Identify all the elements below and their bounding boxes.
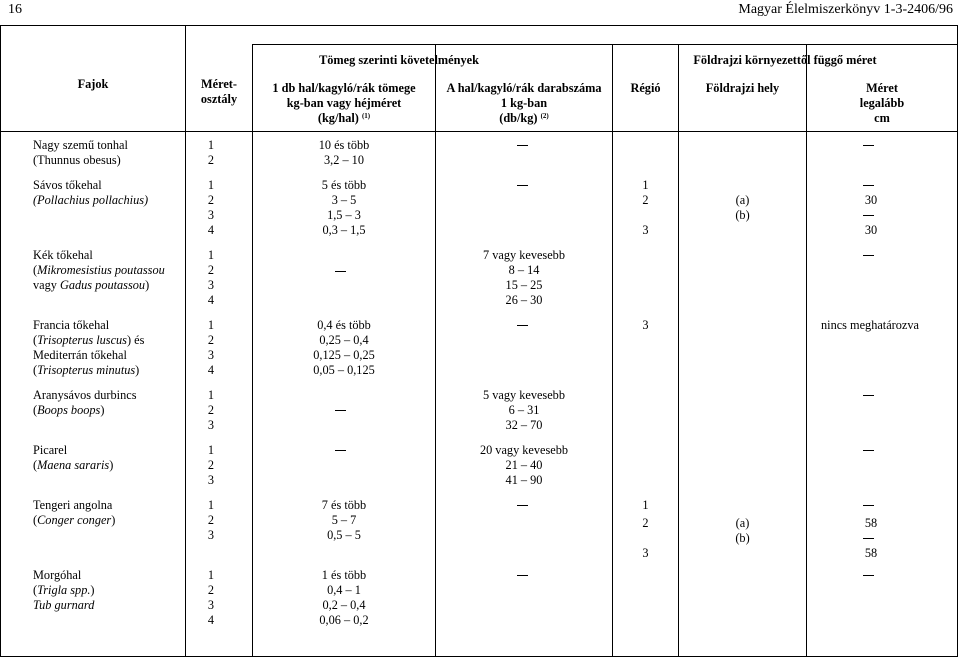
size-class: 1 — [207, 318, 215, 332]
weight-value: 1,5 – 3 — [327, 208, 361, 222]
header-region: Régió — [630, 81, 661, 95]
species-latin: vagy Gadus poutassou) — [33, 278, 150, 292]
weight-value: 1 és több — [321, 568, 367, 582]
empty-dash — [863, 185, 874, 186]
geo-place-value: (a) — [735, 516, 750, 530]
weight-value: 10 és több — [318, 138, 370, 152]
weight-value: 0,2 – 0,4 — [322, 598, 366, 612]
size-class: 2 — [207, 458, 215, 472]
size-class: 1 — [207, 178, 215, 192]
weight-value: 0,4 és több — [317, 318, 371, 332]
header-bottom-rule — [1, 131, 957, 132]
weight-value: 0,06 – 0,2 — [319, 613, 369, 627]
size-class: 3 — [207, 528, 215, 542]
header-min-size-3: cm — [874, 111, 890, 125]
header-unit-weight-3: (kg/hal) $^{(1)}$ — [317, 111, 371, 125]
species-latin: (Mikromesistius poutassou — [33, 263, 165, 277]
min-size-value: 58 — [864, 516, 878, 530]
species-name: Tengeri angolna — [33, 498, 113, 512]
header-min-size-1: Méret — [866, 81, 898, 95]
header-size-class-2: osztály — [200, 92, 238, 106]
weight-value: 0,3 – 1,5 — [322, 223, 366, 237]
col-divider — [678, 44, 679, 656]
empty-dash — [863, 215, 874, 216]
count-value: 26 – 30 — [505, 293, 543, 307]
region-value: 2 — [642, 516, 649, 530]
header-count-1: A hal/kagyló/rák darabszáma — [446, 81, 602, 95]
weight-value: 0,5 – 5 — [327, 528, 361, 542]
region-value: 3 — [642, 546, 649, 560]
count-value: 5 vagy kevesebb — [483, 388, 565, 402]
size-class: 2 — [207, 513, 215, 527]
species-name: Mediterrán tőkehal — [33, 348, 127, 362]
count-value: 15 – 25 — [505, 278, 543, 292]
size-class: 1 — [207, 388, 215, 402]
header-weight-requirements: Tömeg szerinti követelmények — [319, 53, 479, 67]
size-class: 1 — [207, 498, 215, 512]
size-class: 3 — [207, 208, 215, 222]
geo-place-value: (b) — [735, 208, 750, 222]
header-geo-place: Földrajzi hely — [705, 81, 780, 95]
standards-table — [0, 25, 958, 657]
count-value: 21 – 40 — [505, 458, 543, 472]
min-size-value: nincs meghatározva — [821, 318, 919, 332]
region-value: 3 — [642, 318, 649, 332]
header-unit-weight-2: kg-ban vagy héjméret — [286, 96, 402, 110]
header-species: Fajok — [77, 77, 109, 91]
weight-value: 3 – 5 — [331, 193, 357, 207]
size-class: 1 — [207, 443, 215, 457]
species-latin: (Maena sararis) — [33, 458, 114, 472]
header-min-size-2: legalább — [859, 96, 905, 110]
weight-value: 5 és több — [321, 178, 367, 192]
header-divider — [252, 44, 958, 45]
min-size-value: 30 — [864, 193, 878, 207]
min-size-value: 58 — [864, 546, 878, 560]
size-class: 1 — [207, 568, 215, 582]
header-count-3: (db/kg) $^{(2)}$ — [499, 111, 549, 125]
region-value: 2 — [642, 193, 649, 207]
geo-place-value: (a) — [735, 193, 750, 207]
size-class: 2 — [207, 403, 215, 417]
species-name: Aranysávos durbincs — [33, 388, 137, 402]
empty-dash — [517, 185, 528, 186]
weight-value: 0,05 – 0,125 — [313, 363, 375, 377]
size-class: 4 — [207, 223, 215, 237]
empty-dash — [863, 450, 874, 451]
document-title: Magyar Élelmiszerkönyv 1-3-2406/96 — [738, 2, 953, 17]
count-value: 7 vagy kevesebb — [483, 248, 565, 262]
header-unit-weight-1: 1 db hal/kagyló/rák tömege — [272, 81, 416, 95]
species-latin: (Conger conger) — [33, 513, 116, 527]
species-latin: (Pollachius pollachius) — [33, 193, 149, 207]
species-latin: (Thunnus obesus) — [33, 153, 121, 167]
count-value: 41 – 90 — [505, 473, 543, 487]
weight-value: 7 és több — [321, 498, 367, 512]
species-name: Nagy szemű tonhal — [33, 138, 128, 152]
size-class: 2 — [207, 193, 215, 207]
empty-dash — [335, 271, 346, 272]
size-class: 3 — [207, 598, 215, 612]
empty-dash — [517, 145, 528, 146]
header-geo-size: Földrajzi környezettől függő méret — [693, 53, 877, 67]
species-latin: (Trigla spp.) — [33, 583, 95, 597]
empty-dash — [863, 255, 874, 256]
min-size-value: 30 — [864, 223, 878, 237]
empty-dash — [517, 505, 528, 506]
region-value: 1 — [642, 178, 649, 192]
species-name: Sávos tőkehal — [33, 178, 102, 192]
species-name: Kék tőkehal — [33, 248, 93, 262]
header-size-class-1: Méret- — [201, 77, 237, 91]
species-latin: (Trisopterus luscus) és — [33, 333, 145, 347]
col-divider — [435, 44, 436, 656]
size-class: 3 — [207, 473, 215, 487]
species-latin: (Trisopterus minutus) — [33, 363, 140, 377]
empty-dash — [517, 575, 528, 576]
species-name: Picarel — [33, 443, 68, 457]
size-class: 4 — [207, 363, 215, 377]
region-value: 3 — [642, 223, 649, 237]
empty-dash — [863, 145, 874, 146]
size-class: 3 — [207, 278, 215, 292]
empty-dash — [863, 395, 874, 396]
col-divider — [806, 44, 807, 656]
weight-value: 3,2 – 10 — [324, 153, 364, 167]
size-class: 4 — [207, 613, 215, 627]
weight-value: 5 – 7 — [331, 513, 357, 527]
size-class: 2 — [207, 333, 215, 347]
size-class: 2 — [207, 263, 215, 277]
size-class: 3 — [207, 348, 215, 362]
empty-dash — [335, 410, 346, 411]
empty-dash — [517, 325, 528, 326]
col-divider — [612, 44, 613, 656]
empty-dash — [863, 538, 874, 539]
empty-dash — [863, 575, 874, 576]
size-class: 2 — [207, 153, 215, 167]
region-value: 1 — [642, 498, 649, 512]
empty-dash — [335, 450, 346, 451]
species-name: Morgóhal — [33, 568, 82, 582]
count-value: 20 vagy kevesebb — [479, 443, 569, 457]
weight-value: 0,25 – 0,4 — [319, 333, 369, 347]
empty-dash — [863, 505, 874, 506]
count-value: 32 – 70 — [505, 418, 543, 432]
species-name: Francia tőkehal — [33, 318, 110, 332]
page-number: 16 — [8, 2, 22, 17]
size-class: 4 — [207, 293, 215, 307]
count-value: 6 – 31 — [508, 403, 540, 417]
size-class: 1 — [207, 248, 215, 262]
size-class: 2 — [207, 583, 215, 597]
header-count-2: 1 kg-ban — [500, 96, 548, 110]
geo-place-value: (b) — [735, 531, 750, 545]
species-common-name: Tub gurnard — [33, 598, 95, 612]
weight-value: 0,4 – 1 — [327, 583, 361, 597]
size-class: 3 — [207, 418, 215, 432]
count-value: 8 – 14 — [508, 263, 540, 277]
species-latin: (Boops boops) — [33, 403, 105, 417]
size-class: 1 — [207, 138, 215, 152]
weight-value: 0,125 – 0,25 — [313, 348, 375, 362]
